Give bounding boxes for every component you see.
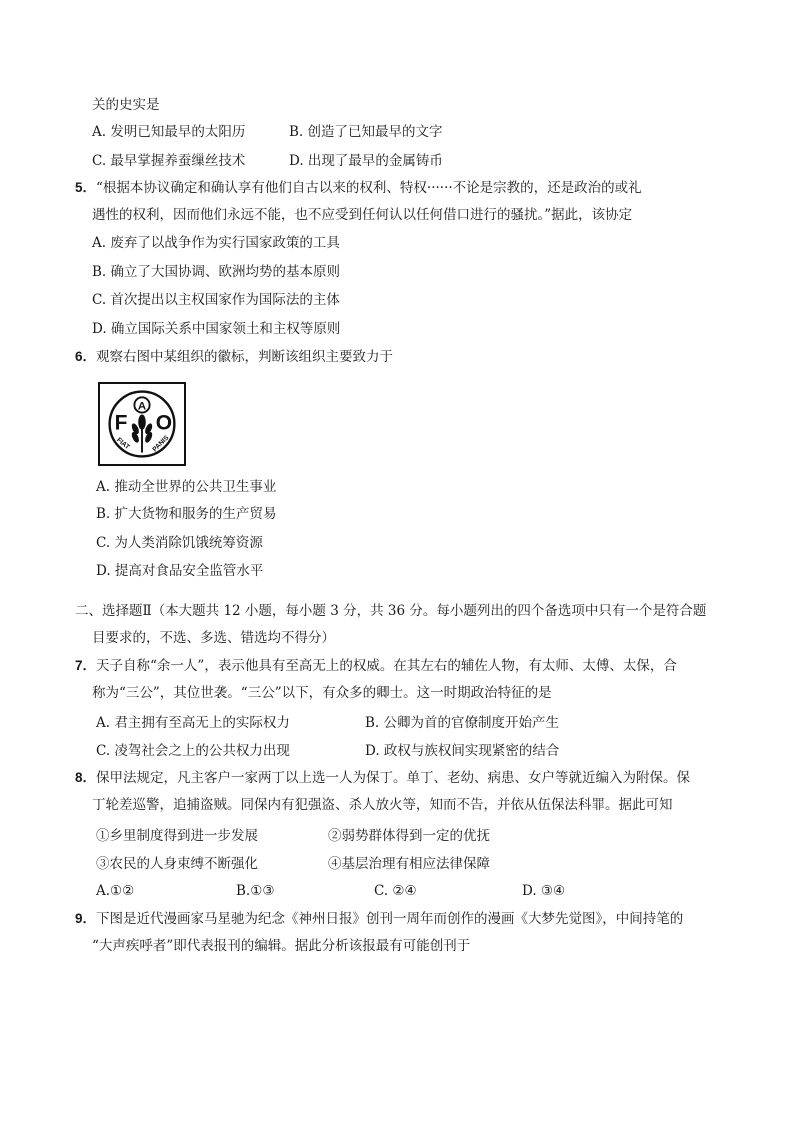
logo-letter-f: F	[114, 411, 128, 435]
q5-stem-text1: “根据本协议确定和确认享有他们自古以来的权利、特权······不论是宗教的，还是政治的或礼	[96, 180, 642, 196]
q8-item-3: ③农民的人身束缚不断强化	[96, 856, 258, 872]
q5-option-d[interactable]: D. 确立国际关系中国家领土和主权等原则	[92, 321, 341, 337]
q8-option-a[interactable]: A.①②	[96, 883, 135, 899]
q9-stem-line2: “大声疾呼者”即代表报刊的编辑。据此分析该报最有可能创刊于	[92, 938, 471, 954]
section-2-header-line2: 目要求的，不选、多选、错选均不得分）	[92, 630, 335, 646]
q8-number: 8．	[75, 770, 97, 785]
q9-stem-text1: 下图是近代漫画家马星驰为纪念《神州日报》创刊一周年而创作的漫画《大梦先觉图》，中间持笔的	[96, 911, 684, 927]
q6-number: 6．	[75, 349, 97, 364]
q8-item-2: ②弱势群体得到一定的优抚	[328, 828, 490, 844]
section-2-header-line1: 二、选择题Ⅱ（本大题共 12 小题，每小题 3 分，共 36 分。每小题列出的四个备选项中只有一个是符合题	[75, 603, 707, 619]
logo-letter-a: A	[137, 400, 147, 413]
logo-motto-fiat: FIAT	[115, 436, 131, 452]
q5-stem-line2: 遇性的权利，因而他们永远不能，也不应受到任何认以任何借口进行的骚扰。”据此，该协定	[92, 207, 633, 223]
q9-number: 9．	[75, 911, 97, 926]
q8-option-c[interactable]: C. ②④	[374, 883, 417, 899]
q6-option-c[interactable]: C. 为人类消除饥饿统筹资源	[96, 535, 263, 551]
q8-option-b[interactable]: B.①③	[236, 883, 275, 899]
q8-stem-line1	[75, 769, 690, 787]
q7-stem-line1	[75, 657, 677, 675]
q6-stem	[75, 348, 393, 366]
q8-item-1: ①乡里制度得到进一步发展	[96, 828, 258, 844]
q6-option-a[interactable]: A. 推动全世界的公共卫生事业	[96, 479, 277, 495]
logo-motto-panis: PANIS	[151, 434, 171, 454]
q7-stem-line2: 称为“三公”，其位世袭。“三公”以下，有众多的卿士。这一时期政治特征的是	[92, 685, 552, 701]
q8-stem-line2: 丁轮差巡警，追捕盗贼。同保内有犯强盗、杀人放火等，知而不告，并依从伍保法科罪。据此可知	[92, 797, 673, 813]
q4-option-d[interactable]: D. 出现了最早的金属铸币	[289, 153, 443, 169]
q7-option-d[interactable]: D. 政权与族权间实现紧密的结合	[365, 743, 560, 759]
q5-option-c[interactable]: C. 首次提出以主权国家作为国际法的主体	[92, 292, 340, 308]
q5-option-a[interactable]: A. 废弃了以战争作为实行国家政策的工具	[92, 235, 340, 251]
q7-option-c[interactable]: C. 凌驾社会之上的公共权力出现	[96, 743, 290, 759]
q7-option-b[interactable]: B. 公卿为首的官僚制度开始产生	[365, 715, 560, 731]
q7-stem-text1: 天子自称“余一人”，表示他具有至高无上的权威。在其左右的辅佐人物，有太师、太傅、太保，合	[96, 658, 677, 674]
q4-option-a[interactable]: A. 发明已知最早的太阳历	[92, 124, 246, 140]
q5-stem-line1	[75, 179, 642, 197]
q6-option-d[interactable]: D. 提高对食品安全监管水平	[96, 563, 264, 579]
q5-option-b[interactable]: B. 确立了大国协调、欧洲均势的基本原则	[92, 264, 341, 280]
q7-number: 7．	[75, 658, 97, 673]
q8-item-4: ④基层治理有相应法律保障	[328, 856, 490, 872]
fao-logo-image	[98, 382, 186, 466]
q7-option-a[interactable]: A. 君主拥有至高无上的实际权力	[96, 715, 290, 731]
q4-option-c[interactable]: C. 最早掌握养蚕缫丝技术	[92, 153, 246, 169]
q5-number: 5．	[75, 180, 97, 195]
q4-stem-continuation: 关的史实是	[92, 97, 160, 113]
q6-option-b[interactable]: B. 扩大货物和服务的生产贸易	[96, 506, 277, 522]
fao-emblem-graphic	[100, 384, 184, 464]
q6-stem-text: 观察右图中某组织的徽标，判断该组织主要致力于	[96, 349, 394, 365]
q8-option-d[interactable]: D. ③④	[522, 883, 566, 899]
q4-option-b[interactable]: B. 创造了已知最早的文字	[289, 124, 443, 140]
q8-stem-text1: 保甲法规定，凡主客户一家两丁以上选一人为保丁。单丁、老幼、病患、女户等就近编入为附保。保	[96, 770, 691, 786]
logo-letter-o: O	[155, 411, 173, 435]
q9-stem-line1	[75, 910, 683, 928]
